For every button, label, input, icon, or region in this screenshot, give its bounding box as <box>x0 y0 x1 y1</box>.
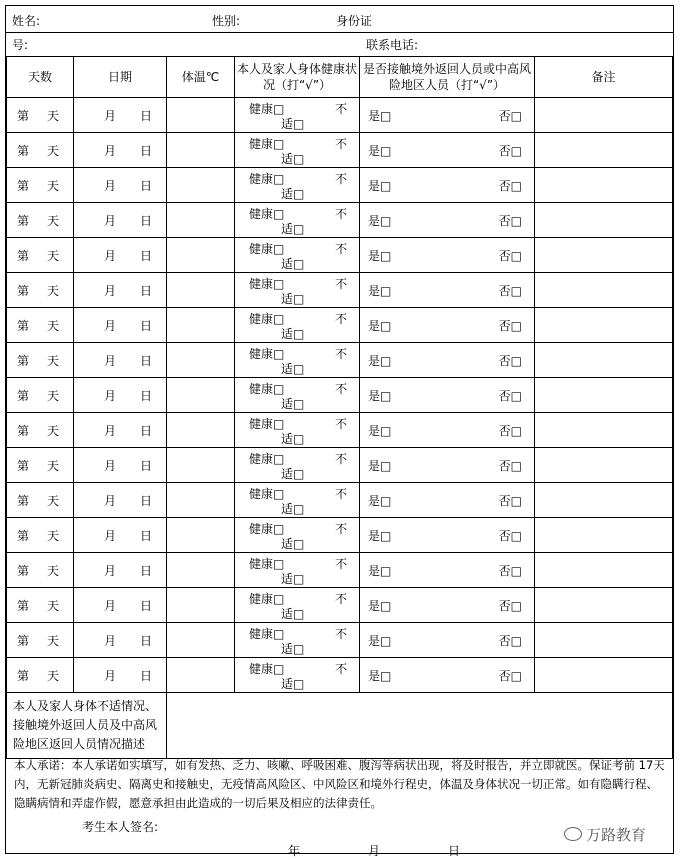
day-prefix: 第 <box>17 668 30 683</box>
month-label: 月 <box>104 423 117 438</box>
month-label: 月 <box>104 108 117 123</box>
day-prefix: 第 <box>17 528 30 543</box>
notes-cell[interactable] <box>535 518 673 553</box>
wechat-icon <box>564 827 582 841</box>
day-cell[interactable] <box>7 203 74 238</box>
contact-cell[interactable] <box>360 133 535 168</box>
month-label: 月 <box>104 528 117 543</box>
table-row <box>7 413 673 448</box>
date-cell[interactable] <box>74 273 167 308</box>
health-cell[interactable] <box>235 133 360 168</box>
table-row <box>7 553 673 588</box>
contact-yes-checkbox[interactable]: 是□ <box>368 353 392 368</box>
notes-cell[interactable] <box>535 483 673 518</box>
health-cell[interactable] <box>235 343 360 378</box>
day-suffix: 天 <box>46 248 59 263</box>
day-prefix: 第 <box>17 563 30 578</box>
contact-cell[interactable] <box>360 588 535 623</box>
temperature-cell[interactable] <box>167 518 235 553</box>
healthy-checkbox[interactable]: 健康□ <box>249 242 285 256</box>
contact-yes-checkbox[interactable]: 是□ <box>368 213 392 228</box>
day-cell[interactable] <box>7 448 74 483</box>
unwell-checkbox[interactable]: 适□ <box>281 152 305 166</box>
day-label: 日 <box>139 143 152 158</box>
unwell-checkbox[interactable]: 适□ <box>281 397 305 411</box>
watermark <box>564 824 646 845</box>
day-cell[interactable] <box>7 483 74 518</box>
healthy-checkbox[interactable]: 健康□ <box>249 102 285 116</box>
unwell-label: 不 <box>334 312 347 326</box>
health-cell[interactable] <box>235 238 360 273</box>
healthy-checkbox[interactable]: 健康□ <box>249 172 285 186</box>
contact-cell[interactable] <box>360 378 535 413</box>
day-label: 日 <box>139 353 152 368</box>
contact-cell[interactable] <box>360 413 535 448</box>
date-cell[interactable] <box>74 238 167 273</box>
contact-no-checkbox[interactable]: 否□ <box>498 178 522 193</box>
day-suffix: 天 <box>46 353 59 368</box>
unwell-label: 不 <box>334 662 347 676</box>
table-row <box>7 273 673 308</box>
health-cell[interactable] <box>235 518 360 553</box>
header-line-1 <box>6 6 673 33</box>
contact-yes-checkbox[interactable]: 是□ <box>368 493 392 508</box>
contact-yes-checkbox[interactable]: 是□ <box>368 458 392 473</box>
unwell-label: 不 <box>334 242 347 256</box>
temperature-cell[interactable] <box>167 553 235 588</box>
watermark-text: 万路教育 <box>586 826 647 844</box>
unwell-checkbox[interactable]: 适□ <box>281 502 305 516</box>
day-suffix: 天 <box>46 388 59 403</box>
contact-no-checkbox[interactable]: 否□ <box>498 493 522 508</box>
day-suffix: 天 <box>46 563 59 578</box>
notes-cell[interactable] <box>535 413 673 448</box>
temperature-cell[interactable] <box>167 483 235 518</box>
day-suffix: 天 <box>46 283 59 298</box>
day-cell[interactable] <box>7 658 74 693</box>
date-cell[interactable] <box>74 413 167 448</box>
name-label: 姓名: <box>12 14 41 28</box>
notes-cell[interactable] <box>535 623 673 658</box>
temperature-cell[interactable] <box>167 308 235 343</box>
date-cell[interactable] <box>74 168 167 203</box>
temperature-cell[interactable] <box>167 413 235 448</box>
healthy-checkbox[interactable]: 健康□ <box>249 312 285 326</box>
table-row <box>7 98 673 133</box>
contact-cell[interactable] <box>360 203 535 238</box>
temperature-cell[interactable] <box>167 588 235 623</box>
month-label: 月 <box>104 598 117 613</box>
day-prefix: 第 <box>17 388 30 403</box>
month-label: 月 <box>104 493 117 508</box>
date-cell[interactable] <box>74 483 167 518</box>
day-cell[interactable] <box>7 168 74 203</box>
day-suffix: 天 <box>46 318 59 333</box>
contact-yes-checkbox[interactable]: 是□ <box>368 388 392 403</box>
unwell-label: 不 <box>334 522 347 536</box>
contact-cell[interactable] <box>360 273 535 308</box>
day-suffix: 天 <box>46 493 59 508</box>
day-suffix: 天 <box>46 178 59 193</box>
contact-cell[interactable] <box>360 448 535 483</box>
day-cell[interactable] <box>7 133 74 168</box>
contact-yes-checkbox[interactable]: 是□ <box>368 563 392 578</box>
day-suffix: 天 <box>46 423 59 438</box>
contact-no-checkbox[interactable]: 否□ <box>498 633 522 648</box>
contact-no-checkbox[interactable]: 否□ <box>498 108 522 123</box>
unwell-label: 不 <box>334 627 347 641</box>
health-cell[interactable] <box>235 413 360 448</box>
day-label: 日 <box>139 108 152 123</box>
health-form <box>5 5 674 858</box>
unwell-label: 不 <box>334 207 347 221</box>
contact-cell[interactable] <box>360 553 535 588</box>
contact-yes-checkbox[interactable]: 是□ <box>368 598 392 613</box>
header-line-2 <box>6 32 673 56</box>
day-prefix: 第 <box>17 458 30 473</box>
date-cell[interactable] <box>74 448 167 483</box>
temperature-cell[interactable] <box>167 133 235 168</box>
contact-cell[interactable] <box>360 238 535 273</box>
day-prefix: 第 <box>17 283 30 298</box>
day-label: 日 <box>139 668 152 683</box>
contact-cell[interactable] <box>360 483 535 518</box>
day-label: 日 <box>139 248 152 263</box>
health-cell[interactable] <box>235 483 360 518</box>
temperature-cell[interactable] <box>167 98 235 133</box>
date-cell[interactable] <box>74 553 167 588</box>
day-label: 日 <box>139 318 152 333</box>
temperature-cell[interactable] <box>167 658 235 693</box>
month-label: 月 <box>104 458 117 473</box>
day-suffix: 天 <box>46 528 59 543</box>
temperature-cell[interactable] <box>167 448 235 483</box>
month-label: 月 <box>104 318 117 333</box>
day-prefix: 第 <box>17 633 30 648</box>
col-notes: 备注 <box>535 57 673 98</box>
date-cell[interactable] <box>74 623 167 658</box>
day-prefix: 第 <box>17 108 30 123</box>
day-cell[interactable] <box>7 308 74 343</box>
contact-no-checkbox[interactable]: 否□ <box>498 248 522 263</box>
month-label: 月 <box>104 248 117 263</box>
notes-cell[interactable] <box>535 378 673 413</box>
health-cell[interactable] <box>235 553 360 588</box>
contact-cell[interactable] <box>360 168 535 203</box>
table-row <box>7 308 673 343</box>
month-label: 月 <box>104 353 117 368</box>
unwell-label: 不 <box>334 347 347 361</box>
day-prefix: 第 <box>17 213 30 228</box>
temperature-cell[interactable] <box>167 623 235 658</box>
contact-cell[interactable] <box>360 308 535 343</box>
healthy-checkbox[interactable]: 健康□ <box>249 382 285 396</box>
unwell-checkbox[interactable]: 适□ <box>281 607 305 621</box>
health-cell[interactable] <box>235 448 360 483</box>
day-prefix: 第 <box>17 423 30 438</box>
temperature-cell[interactable] <box>167 343 235 378</box>
day-suffix: 天 <box>46 143 59 158</box>
healthy-checkbox[interactable]: 健康□ <box>249 417 285 431</box>
contact-cell[interactable] <box>360 343 535 378</box>
contact-no-checkbox[interactable]: 否□ <box>498 528 522 543</box>
day-prefix: 第 <box>17 353 30 368</box>
month-label: 月 <box>104 668 117 683</box>
day-label: 日 <box>139 178 152 193</box>
table-row <box>7 588 673 623</box>
notes-cell[interactable] <box>535 98 673 133</box>
day-suffix: 天 <box>46 458 59 473</box>
health-table <box>6 56 673 759</box>
contact-cell[interactable] <box>360 518 535 553</box>
unwell-label: 不 <box>334 382 347 396</box>
unwell-label: 不 <box>334 102 347 116</box>
healthy-checkbox[interactable]: 健康□ <box>249 452 285 466</box>
unwell-checkbox[interactable]: 适□ <box>281 292 305 306</box>
temperature-cell[interactable] <box>167 203 235 238</box>
notes-cell[interactable] <box>535 343 673 378</box>
unwell-label: 不 <box>334 557 347 571</box>
day-suffix: 天 <box>46 108 59 123</box>
health-cell[interactable] <box>235 658 360 693</box>
contact-yes-checkbox[interactable]: 是□ <box>368 143 392 158</box>
health-cell[interactable] <box>235 273 360 308</box>
table-row <box>7 168 673 203</box>
contact-yes-checkbox[interactable]: 是□ <box>368 528 392 543</box>
date-cell[interactable] <box>74 588 167 623</box>
day-prefix: 第 <box>17 598 30 613</box>
table-row <box>7 203 673 238</box>
contact-yes-checkbox[interactable]: 是□ <box>368 633 392 648</box>
health-cell[interactable] <box>235 308 360 343</box>
day-prefix: 第 <box>17 143 30 158</box>
contact-no-checkbox[interactable]: 否□ <box>498 143 522 158</box>
day-cell[interactable] <box>7 553 74 588</box>
temperature-cell[interactable] <box>167 378 235 413</box>
day-label: 日 <box>139 283 152 298</box>
temperature-cell[interactable] <box>167 273 235 308</box>
contact-no-checkbox[interactable]: 否□ <box>498 283 522 298</box>
healthy-checkbox[interactable]: 健康□ <box>249 137 285 151</box>
day-prefix: 第 <box>17 318 30 333</box>
notes-cell[interactable] <box>535 448 673 483</box>
table-row <box>7 343 673 378</box>
day-prefix: 第 <box>17 493 30 508</box>
table-row <box>7 623 673 658</box>
unwell-label: 不 <box>334 487 347 501</box>
contact-yes-checkbox[interactable]: 是□ <box>368 108 392 123</box>
healthy-checkbox[interactable]: 健康□ <box>249 627 285 641</box>
notes-cell[interactable] <box>535 308 673 343</box>
gender-label: 性别: <box>212 14 241 28</box>
day-cell[interactable] <box>7 343 74 378</box>
day-suffix: 天 <box>46 213 59 228</box>
healthy-checkbox[interactable]: 健康□ <box>249 522 285 536</box>
month-label: 月 <box>104 563 117 578</box>
col-temp: 体温℃ <box>167 57 235 98</box>
day-cell[interactable] <box>7 273 74 308</box>
month-label: 月 <box>104 143 117 158</box>
table-header-row <box>7 57 673 98</box>
day-suffix: 天 <box>46 668 59 683</box>
healthy-checkbox[interactable]: 健康□ <box>249 662 285 676</box>
day-label: 日 <box>139 493 152 508</box>
contact-no-checkbox[interactable]: 否□ <box>498 598 522 613</box>
notes-cell[interactable] <box>535 168 673 203</box>
healthy-checkbox[interactable]: 健康□ <box>249 592 285 606</box>
unwell-label: 不 <box>334 592 347 606</box>
health-cell[interactable] <box>235 203 360 238</box>
date-cell[interactable] <box>74 658 167 693</box>
unwell-checkbox[interactable]: 适□ <box>281 677 305 691</box>
month-label: 月 <box>104 213 117 228</box>
col-contact: 是否接触境外返回人员或中高风险地区人员（打“√”） <box>360 57 535 98</box>
unwell-label: 不 <box>334 137 347 151</box>
day-cell[interactable] <box>7 518 74 553</box>
temperature-cell[interactable] <box>167 168 235 203</box>
healthy-checkbox[interactable]: 健康□ <box>249 347 285 361</box>
contact-yes-checkbox[interactable]: 是□ <box>368 178 392 193</box>
health-cell[interactable] <box>235 378 360 413</box>
contact-cell[interactable] <box>360 658 535 693</box>
unwell-checkbox[interactable]: 适□ <box>281 467 305 481</box>
day-label: 日 <box>139 388 152 403</box>
col-days: 天数 <box>7 57 74 98</box>
contact-yes-checkbox[interactable]: 是□ <box>368 668 392 683</box>
health-cell[interactable] <box>235 588 360 623</box>
notes-cell[interactable] <box>535 658 673 693</box>
health-cell[interactable] <box>235 168 360 203</box>
phone-label: 联系电话: <box>366 38 419 52</box>
col-health: 本人及家人身体健康状况（打“√”） <box>235 57 360 98</box>
contact-cell[interactable] <box>360 98 535 133</box>
unwell-checkbox[interactable]: 适□ <box>281 572 305 586</box>
unwell-checkbox[interactable]: 适□ <box>281 222 305 236</box>
month-label: 月 <box>104 178 117 193</box>
contact-yes-checkbox[interactable]: 是□ <box>368 283 392 298</box>
notes-cell[interactable] <box>535 273 673 308</box>
contact-no-checkbox[interactable]: 否□ <box>498 213 522 228</box>
unwell-checkbox[interactable]: 适□ <box>281 537 305 551</box>
day-cell[interactable] <box>7 378 74 413</box>
contact-no-checkbox[interactable]: 否□ <box>498 318 522 333</box>
day-label: 日 <box>139 423 152 438</box>
day-label: 日 <box>139 213 152 228</box>
date-cell[interactable] <box>74 203 167 238</box>
unwell-label: 不 <box>334 452 347 466</box>
promise-text: 本人承诺：本人承诺如实填写，如有发热、乏力、咳嗽、呼吸困难、腹泻等病状出现，将及时报告，并立即就医。保证考前 17天内，无新冠肺炎病史、隔离史和接触史，无疫情高风险区、中风险区和境外行程史，体温及身体状况一切正常。如有隐瞒行程、隐瞒病情和弄虚作假，愿意承担由此造成的一切后果及相应的法律责任。 <box>14 758 665 810</box>
healthy-checkbox[interactable]: 健康□ <box>249 207 285 221</box>
id-label-cont: 号: <box>12 38 29 52</box>
day-label: 日 <box>139 458 152 473</box>
table-row <box>7 518 673 553</box>
table-row <box>7 133 673 168</box>
notes-cell[interactable] <box>535 238 673 273</box>
unwell-checkbox[interactable]: 适□ <box>281 257 305 271</box>
date-year: 年 <box>288 844 301 858</box>
table-row <box>7 483 673 518</box>
day-prefix: 第 <box>17 248 30 263</box>
description-row <box>7 693 673 759</box>
notes-cell[interactable] <box>535 588 673 623</box>
date-cell[interactable] <box>74 518 167 553</box>
description-field[interactable] <box>167 693 673 759</box>
unwell-checkbox[interactable]: 适□ <box>281 362 305 376</box>
healthy-checkbox[interactable]: 健康□ <box>249 277 285 291</box>
date-cell[interactable] <box>74 308 167 343</box>
notes-cell[interactable] <box>535 133 673 168</box>
month-label: 月 <box>104 388 117 403</box>
date-cell[interactable] <box>74 343 167 378</box>
table-row <box>7 238 673 273</box>
id-label: 身份证 <box>336 14 373 28</box>
contact-no-checkbox[interactable]: 否□ <box>498 563 522 578</box>
notes-cell[interactable] <box>535 553 673 588</box>
day-suffix: 天 <box>46 598 59 613</box>
day-label: 日 <box>139 633 152 648</box>
contact-no-checkbox[interactable]: 否□ <box>498 388 522 403</box>
health-cell[interactable] <box>235 98 360 133</box>
unwell-checkbox[interactable]: 适□ <box>281 642 305 656</box>
date-cell[interactable] <box>74 98 167 133</box>
health-cell[interactable] <box>235 623 360 658</box>
contact-no-checkbox[interactable]: 否□ <box>498 668 522 683</box>
date-month: 月 <box>368 844 381 858</box>
date-cell[interactable] <box>74 133 167 168</box>
contact-yes-checkbox[interactable]: 是□ <box>368 248 392 263</box>
healthy-checkbox[interactable]: 健康□ <box>249 487 285 501</box>
day-prefix: 第 <box>17 178 30 193</box>
unwell-checkbox[interactable]: 适□ <box>281 187 305 201</box>
month-label: 月 <box>104 283 117 298</box>
unwell-label: 不 <box>334 417 347 431</box>
notes-cell[interactable] <box>535 203 673 238</box>
day-suffix: 天 <box>46 633 59 648</box>
contact-no-checkbox[interactable]: 否□ <box>498 423 522 438</box>
unwell-checkbox[interactable]: 适□ <box>281 327 305 341</box>
unwell-label: 不 <box>334 172 347 186</box>
date-cell[interactable] <box>74 378 167 413</box>
contact-no-checkbox[interactable]: 否□ <box>498 458 522 473</box>
day-label: 日 <box>139 528 152 543</box>
healthy-checkbox[interactable]: 健康□ <box>249 557 285 571</box>
unwell-checkbox[interactable]: 适□ <box>281 117 305 131</box>
day-cell[interactable] <box>7 98 74 133</box>
unwell-checkbox[interactable]: 适□ <box>281 432 305 446</box>
date-day: 日 <box>448 844 461 858</box>
table-row <box>7 378 673 413</box>
day-label: 日 <box>139 598 152 613</box>
day-label: 日 <box>139 563 152 578</box>
unwell-label: 不 <box>334 277 347 291</box>
day-cell[interactable] <box>7 623 74 658</box>
table-row <box>7 448 673 483</box>
contact-cell[interactable] <box>360 623 535 658</box>
contact-yes-checkbox[interactable]: 是□ <box>368 423 392 438</box>
col-date: 日期 <box>74 57 167 98</box>
temperature-cell[interactable] <box>167 238 235 273</box>
signature-label: 考生本人签名: <box>82 820 159 834</box>
description-label: 本人及家人身体不适情况、接触境外返回人员及中高风险地区返回人员情况描述 <box>7 693 167 759</box>
day-cell[interactable] <box>7 588 74 623</box>
month-label: 月 <box>104 633 117 648</box>
contact-yes-checkbox[interactable]: 是□ <box>368 318 392 333</box>
contact-no-checkbox[interactable]: 否□ <box>498 353 522 368</box>
day-cell[interactable] <box>7 413 74 448</box>
table-row <box>7 658 673 693</box>
day-cell[interactable] <box>7 238 74 273</box>
